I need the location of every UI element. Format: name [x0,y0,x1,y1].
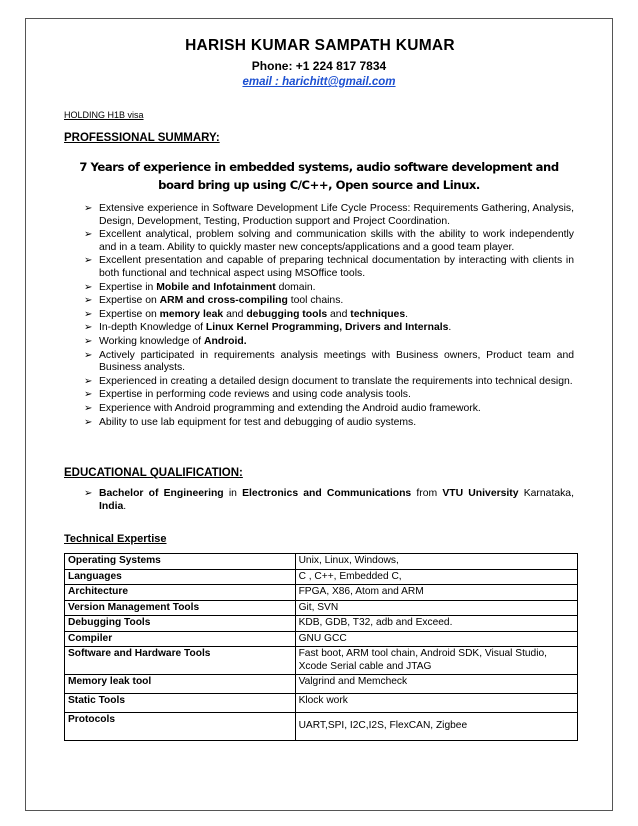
summary-heading: PROFESSIONAL SUMMARY: [64,132,220,144]
table-key-cell: Static Tools [65,694,296,713]
table-value-cell: Unix, Linux, Windows, [295,554,577,570]
table-key-cell: Languages [65,569,296,585]
arrow-bullet-icon: ➢ [84,389,93,401]
table-value-cell: Git, SVN [295,600,577,616]
list-item [84,295,574,308]
table-row [65,600,578,616]
education-heading: EDUCATIONAL QUALIFICATION: [64,467,243,480]
visa-status: HOLDING H1B visa [64,110,144,120]
email-line [64,76,574,88]
table-row [65,675,578,694]
bold-text: Linux Kernel Programming, Drivers and Internals [205,322,449,334]
table-value-cell: Valgrind and Memcheck [295,675,577,694]
text: Excellent analytical, problem solving and communication skills with the ability to work independently and in a team. Ability to quickly master new concepts/applications and a good team player. [99,229,574,253]
table-value-cell: GNU GCC [295,631,577,647]
table-value-cell: UART,SPI, I2C,I2S, FlexCAN, Zigbee [295,713,577,741]
bold-text: memory leak [159,308,224,320]
email-link[interactable]: email : harichitt@gmail.com [242,76,396,88]
text: Extensive experience in Software Development Life Cycle Process: Requirements Gathering, Analysis, Design, Development, Testing, Production support and Project Coordination. [99,203,574,227]
bold-text: debugging tools [246,308,328,320]
table-row [65,569,578,585]
bold-text: Bachelor of Engineering [99,488,224,500]
table-key-cell: Version Management Tools [65,600,296,616]
list-item [84,389,574,402]
resume-content [64,37,574,741]
bold-text: ARM and cross-compiling [159,295,288,307]
table-row [65,585,578,601]
arrow-bullet-icon: ➢ [84,295,93,307]
text: Experienced in creating a detailed design document to translate the requirements into technical design. [99,375,573,387]
list-item [84,350,574,375]
text: Ability to use lab equipment for test and debugging of audio systems. [99,416,417,428]
arrow-bullet-icon: ➢ [84,488,93,500]
list-item [84,203,574,228]
text: from [411,488,443,500]
bold-text: India [99,500,124,512]
table-row [65,554,578,570]
table-key-cell: Compiler [65,631,296,647]
text: Expertise in [99,281,157,293]
text: Karnataka, [518,488,574,500]
text: in [223,488,243,500]
table-row [65,713,578,741]
text: Expertise on [99,308,160,320]
list-item [84,488,574,513]
text: . [448,322,452,334]
list-item [84,336,574,349]
table-row [65,631,578,647]
arrow-bullet-icon: ➢ [84,281,93,293]
arrow-bullet-icon: ➢ [84,402,93,414]
text: . [405,308,409,320]
summary-bullet-list [84,203,574,429]
bold-text: Electronics and Communications [242,488,412,500]
table-value-cell: Klock work [295,694,577,713]
arrow-bullet-icon: ➢ [84,416,93,428]
arrow-bullet-icon: ➢ [84,229,93,241]
text: Actively participated in requirements analysis meetings with Business owners, Product team and Business analysts. [99,349,574,374]
table-key-cell: Protocols [65,713,296,741]
list-item [84,403,574,416]
table-key-cell: Memory leak tool [65,675,296,694]
candidate-name: HARISH KUMAR SAMPATH KUMAR [185,37,455,54]
list-item [84,417,574,430]
text: tool chains. [287,295,344,307]
text: and [223,308,247,320]
text: In-depth Knowledge of [99,322,206,334]
list-item [84,282,574,295]
list-item [84,376,574,389]
table-value-cell: Fast boot, ARM tool chain, Android SDK, Visual Studio, Xcode Serial cable and JTAG [295,647,577,675]
table-key-cell: Debugging Tools [65,616,296,632]
table-row [65,647,578,675]
table-row [65,616,578,632]
text: . [123,500,127,512]
text: Experience with Android programming and extending the Android audio framework. [99,402,481,414]
arrow-bullet-icon: ➢ [84,375,93,387]
arrow-bullet-icon: ➢ [84,335,93,347]
arrow-bullet-icon: ➢ [84,322,93,334]
phone-number: Phone: +1 224 817 7834 [251,59,387,73]
arrow-bullet-icon: ➢ [84,203,93,214]
bold-text: techniques [350,308,406,320]
table-value-cell: KDB, GDB, T32, adb and Exceed. [295,616,577,632]
table-value-cell: FPGA, X86, Atom and ARM [295,585,577,601]
bold-text: Android. [203,335,247,347]
text: Working knowledge of [99,335,204,347]
text: domain. [275,281,316,293]
list-item [84,322,574,335]
arrow-bullet-icon: ➢ [84,255,93,267]
bold-text: Mobile and Infotainment [156,281,276,293]
summary-headline: 7 Years of experience in embedded systems, audio software development and board bring up using C/C++, Open source and Linux. [79,160,559,192]
text: and [327,308,351,320]
bold-text: VTU University [442,488,519,500]
text: Expertise in performing code reviews and using code analysis tools. [99,389,411,401]
table-row [65,694,578,713]
table-key-cell: Architecture [65,585,296,601]
table-value-cell: C , C++, Embedded C, [295,569,577,585]
text: Expertise on [99,295,160,307]
technical-heading: Technical Expertise [64,533,167,546]
arrow-bullet-icon: ➢ [84,349,93,361]
list-item [84,309,574,322]
list-item [84,255,574,280]
arrow-bullet-icon: ➢ [84,308,93,320]
table-key-cell: Operating Systems [65,554,296,570]
list-item [84,229,574,254]
text: Excellent presentation and capable of preparing technical documentation by interacting with clients in both functional and technical aspect using MSOffice tools. [99,255,574,279]
table-key-cell: Software and Hardware Tools [65,647,296,675]
education-bullet-list [84,488,574,513]
technical-expertise-table [64,553,578,741]
